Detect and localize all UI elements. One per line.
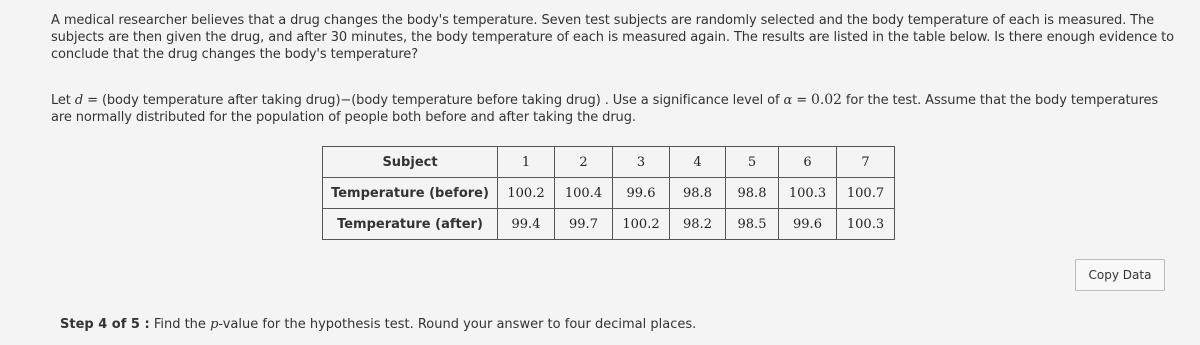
table-cell: 98.2 — [670, 209, 726, 240]
header-cell: 7 — [837, 147, 895, 178]
header-cell: 1 — [498, 147, 555, 178]
table-cell: 98.5 — [726, 209, 779, 240]
alpha-symbol: α — [783, 93, 793, 108]
table-cell: 100.2 — [498, 178, 555, 209]
table-cell: 99.6 — [779, 209, 837, 240]
step-text-after: -value for the hypothesis test. Round your answer to four decimal places. — [218, 317, 697, 332]
difference-definition — [51, 92, 1181, 126]
table-cell: 100.2 — [613, 209, 670, 240]
table-cell: 98.8 — [670, 178, 726, 209]
alpha-equals: = — [792, 93, 812, 108]
table-cell: 99.6 — [613, 178, 670, 209]
step-instruction — [60, 316, 696, 333]
header-cell: 6 — [779, 147, 837, 178]
header-cell: 5 — [726, 147, 779, 178]
header-subject: Subject — [323, 147, 498, 178]
table-cell: 98.8 — [726, 178, 779, 209]
table-cell: 100.4 — [555, 178, 613, 209]
step-text-before: Find the — [149, 317, 211, 332]
table-cell: 99.7 — [555, 209, 613, 240]
header-cell: 3 — [613, 147, 670, 178]
table-cell: 99.4 — [498, 209, 555, 240]
definition-suffix: for the test. Assume that the body temperatures are normally distributed for the population of people both before and after taking the drug. — [51, 93, 1159, 125]
header-cell: 4 — [670, 147, 726, 178]
problem-text: A medical researcher believes that a drug changes the body's temperature. Seven test subjects are randomly selected and the body temperature of each is measured. The subjects are then given the drug, and after 30 minutes, the body temperature of each is measured again. The results are listed in the table below. Is there enough evidence to conclude that the drug changes the body's temperature? — [51, 13, 1175, 62]
copy-data-button[interactable]: Copy Data — [1075, 259, 1165, 291]
table-cell: 100.3 — [837, 209, 895, 240]
variable-d: d — [74, 93, 84, 108]
table-cell: 100.7 — [837, 178, 895, 209]
table-row-before — [323, 178, 895, 209]
temperature-table — [322, 146, 895, 240]
header-cell: 2 — [555, 147, 613, 178]
alpha-value: 0.02 — [811, 92, 842, 108]
definition-expression: (body temperature after taking drug)−(body temperature before taking drug) . Use a significance level of — [101, 93, 784, 108]
row-label: Temperature (after) — [323, 209, 498, 240]
equals-sign: = — [83, 93, 102, 108]
row-label: Temperature (before) — [323, 178, 498, 209]
table-header-row — [323, 147, 895, 178]
table-row-after — [323, 209, 895, 240]
step-label: Step 4 of 5 : — [60, 317, 150, 332]
definition-prefix: Let — [51, 93, 75, 108]
problem-statement — [51, 12, 1181, 63]
table-cell: 100.3 — [779, 178, 837, 209]
variable-p: p — [210, 317, 219, 332]
